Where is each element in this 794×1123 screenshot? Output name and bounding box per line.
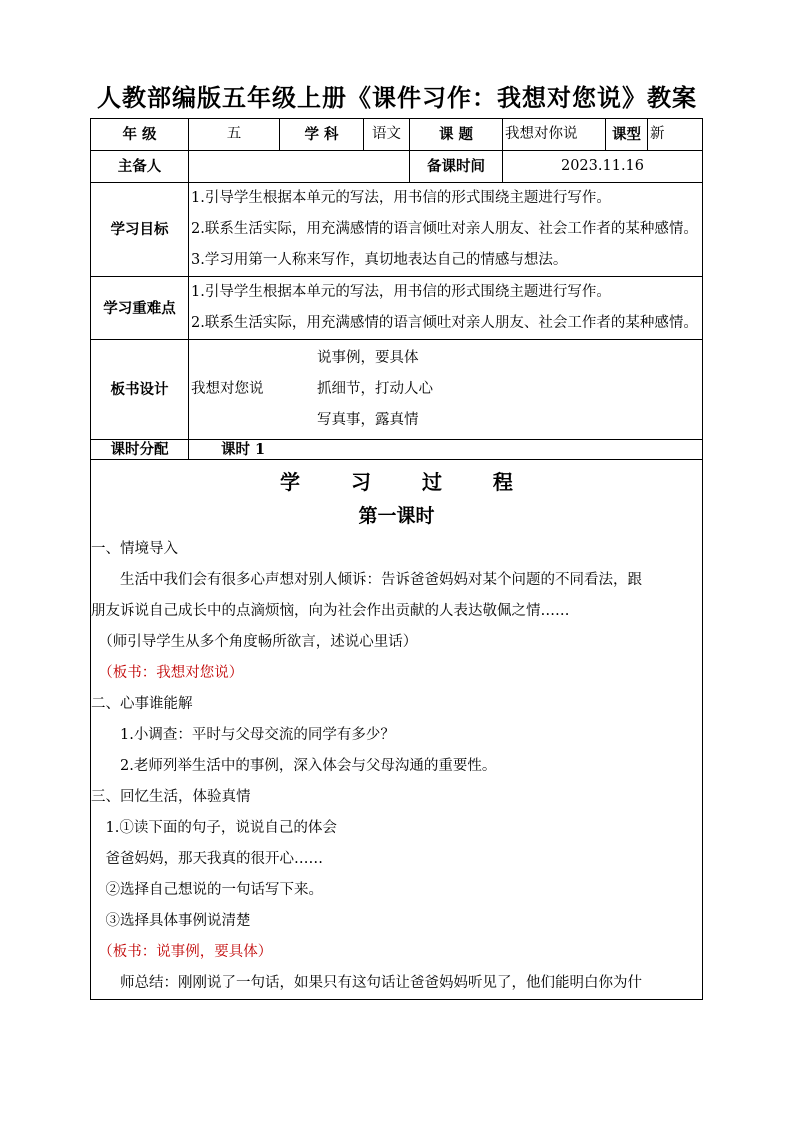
paragraph-line: （师引导学生从多个角度畅所欲言，述说心里话） xyxy=(91,634,418,650)
document-title: 人教部编版五年级上册《课件习作：我想对您说》教案 xyxy=(97,83,697,112)
key-point-item: 2.联系生活实际，用充满感情的语言倾吐对亲人朋友、社会工作者的某种感情。 xyxy=(191,315,698,331)
info-row-2 xyxy=(91,151,703,183)
board-main-text: 我想对您说 xyxy=(191,381,264,397)
section-heading: 一、情境导入 xyxy=(91,541,178,557)
paragraph-line: 生活中我们会有很多心声想对别人倾诉：告诉爸爸妈妈对某个问题的不同看法，跟 xyxy=(91,572,642,588)
paragraph-line: ②选择自己想说的一句话写下来。 xyxy=(91,882,323,898)
process-section xyxy=(91,460,703,1000)
paragraph-line: ③选择具体事例说清楚 xyxy=(91,913,251,929)
topic-value: 我想对你说 xyxy=(503,119,606,151)
paragraph-line: 爸爸妈妈，那天我真的很开心…… xyxy=(91,851,323,867)
lesson-heading: 第一课时 xyxy=(358,505,435,527)
goal-item: 2.联系生活实际，用充满感情的语言倾吐对亲人朋友、社会工作者的某种感情。 xyxy=(191,221,698,237)
info-row-1 xyxy=(91,119,703,151)
goal-item: 1.引导学生根据本单元的写法，用书信的形式围绕主题进行写作。 xyxy=(191,190,611,206)
subject-value: 语文 xyxy=(364,119,410,151)
goals-label: 学习目标 xyxy=(91,183,189,277)
hours-row xyxy=(91,440,703,460)
key-points-label: 学习重难点 xyxy=(91,277,189,340)
paragraph-line: 1.①读下面的句子，说说自己的体会 xyxy=(91,820,337,836)
board-note: （板书：说事例，要具体） xyxy=(91,944,273,960)
section-heading: 三、回忆生活，体验真情 xyxy=(91,789,251,805)
grade-label: 年 级 xyxy=(91,119,189,151)
process-heading: 学 习 过 程 xyxy=(280,470,535,494)
hours-value: 课时 1 xyxy=(189,440,703,460)
board-point: 说事例，要具体 xyxy=(317,350,419,366)
goals-row xyxy=(91,183,703,277)
paragraph-line: 1.小调查：平时与父母交流的同学有多少？ xyxy=(91,727,395,743)
board-point: 写真事，露真情 xyxy=(317,412,419,428)
board-design-label: 板书设计 xyxy=(91,340,189,440)
paragraph-line: 朋友诉说自己成长中的点滴烦恼，向为社会作出贡献的人表达敬佩之情…… xyxy=(91,603,570,619)
board-design-row xyxy=(91,340,703,440)
lesson-plan-table xyxy=(90,118,703,1000)
board-design-content xyxy=(189,340,703,440)
process-row xyxy=(91,460,703,1000)
subject-label: 学 科 xyxy=(280,119,364,151)
board-point: 抓细节，打动人心 xyxy=(317,381,433,397)
board-note: （板书：我想对您说） xyxy=(91,665,244,681)
topic-label: 课 题 xyxy=(410,119,503,151)
key-points-content xyxy=(189,277,703,340)
lesson-type-label: 课型 xyxy=(606,119,648,151)
prep-time-value: 2023.11.16 xyxy=(503,151,703,183)
paragraph-line: 师总结：刚刚说了一句话，如果只有这句话让爸爸妈妈听见了，他们能明白你为什 xyxy=(91,975,642,991)
section-heading: 二、心事谁能解 xyxy=(91,696,193,712)
paragraph-line: 2.老师列举生活中的事例，深入体会与父母沟通的重要性。 xyxy=(91,758,497,774)
hours-label: 课时分配 xyxy=(91,440,189,460)
prep-time-label: 备课时间 xyxy=(410,151,503,183)
goals-content xyxy=(189,183,703,277)
grade-value: 五 xyxy=(189,119,280,151)
goal-item: 3.学习用第一人称来写作，真切地表达自己的情感与想法。 xyxy=(191,252,568,268)
key-point-item: 1.引导学生根据本单元的写法，用书信的形式围绕主题进行写作。 xyxy=(191,284,611,300)
preparer-label: 主备人 xyxy=(91,151,189,183)
preparer-value xyxy=(189,151,410,183)
lesson-type-value: 新 xyxy=(648,119,703,151)
key-points-row xyxy=(91,277,703,340)
